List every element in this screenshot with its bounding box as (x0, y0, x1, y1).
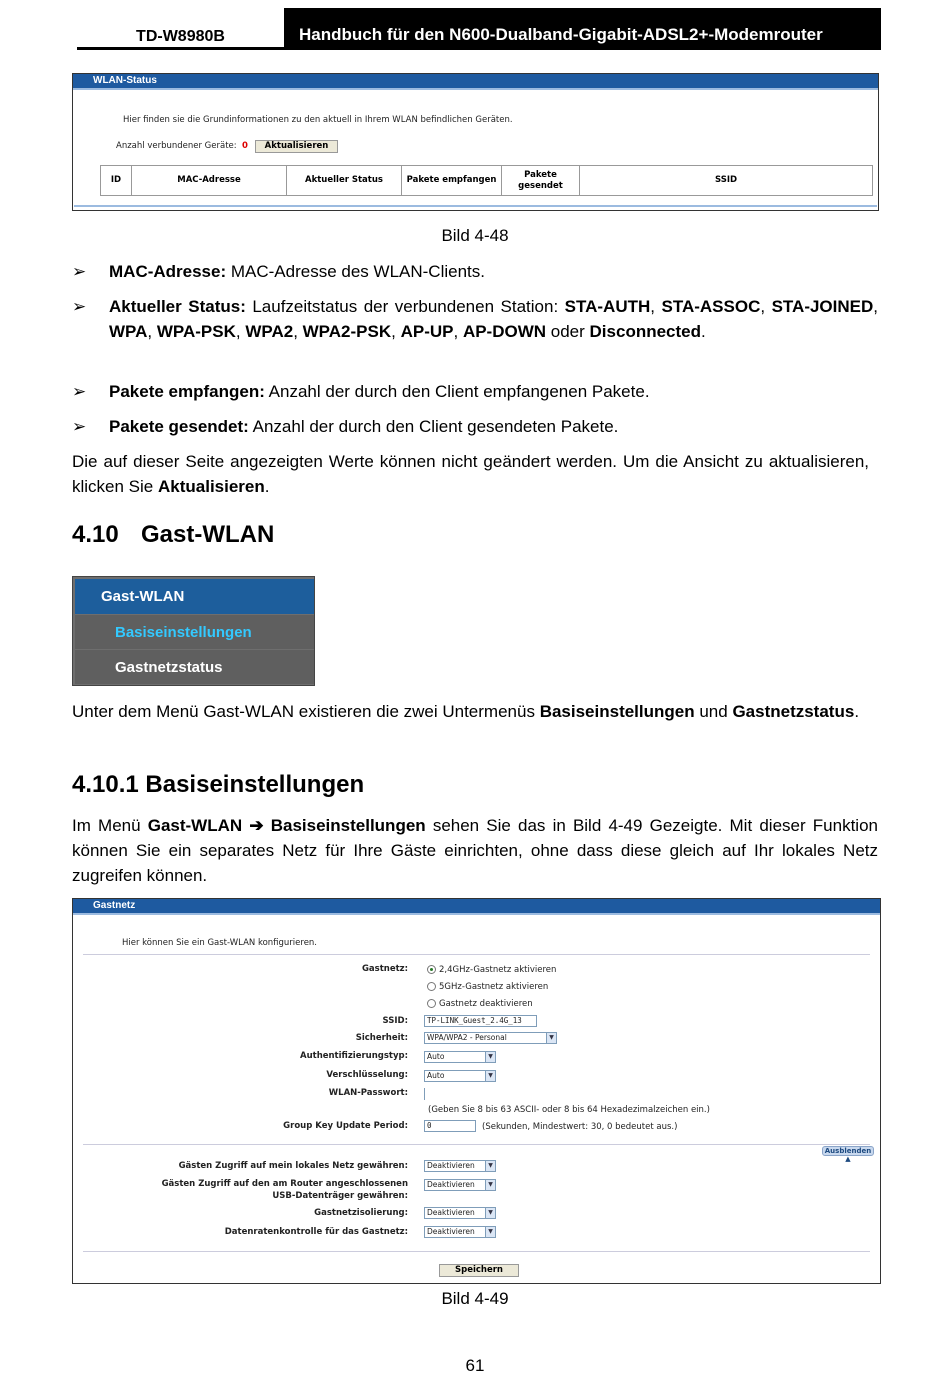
divider (83, 1251, 870, 1252)
ssid-input[interactable]: TP-LINK_Guest_2.4G_13 (424, 1015, 537, 1027)
radio-disable-label: Gastnetz deaktivieren (439, 999, 533, 1009)
save-button[interactable]: Speichern (439, 1264, 519, 1277)
auth-label: Authentifizierungstyp: (300, 1051, 408, 1061)
password-label: WLAN-Passwort: (328, 1088, 408, 1098)
hide-button[interactable]: Ausblenden ▲ (822, 1146, 874, 1156)
local-access-select[interactable]: Deaktivieren ▼ (424, 1160, 496, 1172)
usb-access-select[interactable]: Deaktivieren ▼ (424, 1179, 496, 1191)
section-heading: 4.10 Gast-WLAN (72, 521, 275, 548)
security-select[interactable]: WPA/WPA2 - Personal ▼ (424, 1032, 557, 1044)
chevron-down-icon: ▼ (485, 1052, 495, 1062)
encryption-select[interactable]: Auto ▼ (424, 1070, 496, 1082)
paragraph-menu: Unter dem Menü Gast-WLAN existieren die zwei Untermenüs Basiseinstellungen und Gastnetzstatus. (72, 702, 860, 721)
column-mac: MAC-Adresse (132, 166, 287, 195)
device-count-label: Anzahl verbundener Geräte: (116, 141, 237, 151)
bullet-received: ➢ Pakete empfangen: Anzahl der durch den Client empfangenen Pakete. (72, 379, 878, 404)
rate-control-label: Datenratenkontrolle für das Gastnetz: (224, 1227, 408, 1237)
password-input[interactable] (424, 1088, 427, 1100)
chevron-down-icon: ▼ (485, 1180, 495, 1190)
paragraph-basis: Im Menü Gast-WLAN ➔ Basiseinstellungen sehen Sie das in Bild 4-49 Gezeigte. Mit dieser Funktion können Sie ein separates Netz für Ihre Gäste einrichten, ohne dass diese gleich auf Ihr lokales Netz zugreifen können. (72, 816, 878, 885)
column-sent: Pakete gesendet (502, 166, 580, 195)
password-hint: (Geben Sie 8 bis 63 ASCII- oder 8 bis 64 Hexadezimalzeichen ein.) (428, 1105, 710, 1115)
rate-control-select[interactable]: Deaktivieren ▼ (424, 1226, 496, 1238)
bullet-status: ➢ Aktueller Status: Laufzeitstatus der verbundenen Station: STA-AUTH, STA-ASSOC, STA-JOINED, WPA, WPA-PSK, WPA2, WPA2-PSK, AP-UP, AP-DOWN oder Disconnected. (72, 294, 878, 344)
column-ssid: SSID (714, 175, 738, 185)
column-id: ID (101, 166, 132, 195)
chevron-down-icon: ▼ (485, 1161, 495, 1171)
subsection-heading: 4.10.1 Basiseinstellungen (72, 771, 365, 798)
arrow-right-icon: ➔ (249, 816, 264, 835)
group-key-label: Group Key Update Period: (283, 1121, 408, 1131)
manual-model: TD-W8980B (77, 26, 284, 50)
gastnetz-screenshot (72, 898, 881, 1284)
bullet-arrow-icon: ➢ (72, 297, 87, 316)
encryption-label: Verschlüsselung: (326, 1070, 408, 1080)
usb-access-label-2: USB-Datenträger gewähren: (272, 1191, 408, 1201)
chevron-down-icon: ▼ (485, 1208, 495, 1218)
divider (83, 954, 870, 955)
menu-gast-wlan[interactable]: Gast-WLAN (75, 579, 314, 614)
radio-5ghz[interactable] (427, 982, 436, 991)
security-label: Sicherheit: (355, 1033, 408, 1043)
manual-title: Handbuch für den N600-Dualband-Gigabit-ADSL2+-Modemrouter (284, 8, 881, 50)
auth-select[interactable]: Auto ▼ (424, 1051, 496, 1063)
radio-24ghz-label: 2,4GHz-Gastnetz aktivieren (439, 965, 557, 975)
gastnetz-intro: Hier können Sie ein Gast-WLAN konfigurieren. (122, 938, 318, 948)
menu-gastnetzstatus[interactable]: Gastnetzstatus (75, 650, 314, 684)
usb-access-label-1: Gästen Zugriff auf den am Router angeschlossenen (161, 1179, 408, 1189)
figure-caption: Bild 4-48 (441, 226, 509, 245)
local-access-label: Gästen Zugriff auf mein lokales Netz gewähren: (178, 1161, 408, 1171)
group-key-input[interactable]: 0 (424, 1120, 476, 1132)
chevron-down-icon: ▼ (485, 1071, 495, 1081)
paragraph-values: Die auf dieser Seite angezeigten Werte können nicht geändert werden. Um die Ansicht zu aktualisieren, klicken Sie Aktualisieren. (72, 452, 869, 496)
column-status: Aktueller Status (287, 166, 402, 195)
isolation-label: Gastnetzisolierung: (314, 1208, 408, 1218)
bullet-sent: ➢ Pakete gesendet: Anzahl der durch den Client gesendeten Pakete. (72, 414, 878, 439)
guest-wlan-menu-image (72, 576, 315, 686)
wlan-status-screenshot (72, 73, 879, 211)
bullet-mac: ➢ MAC-Adresse: MAC-Adresse des WLAN-Clients. (72, 259, 878, 284)
wlan-status-intro: Hier finden sie die Grundinformationen zu den aktuell in Ihrem WLAN befindlichen Geräten. (123, 115, 513, 125)
wlan-status-bottom-line (74, 205, 877, 207)
column-received: Pakete empfangen (402, 166, 502, 195)
chevron-down-icon: ▼ (485, 1227, 495, 1237)
gastnetz-label: Gastnetz: (361, 964, 408, 974)
radio-24ghz[interactable] (427, 965, 436, 974)
group-key-hint: (Sekunden, Mindestwert: 30, 0 bedeutet aus.) (482, 1122, 678, 1132)
figure-caption: Bild 4-49 (441, 1289, 509, 1308)
radio-5ghz-label: 5GHz-Gastnetz aktivieren (439, 982, 549, 992)
gastnetz-bar: Gastnetz (73, 899, 880, 915)
status-table-header (100, 165, 873, 196)
bullet-arrow-icon: ➢ (72, 417, 87, 436)
chevron-down-icon: ▼ (546, 1033, 556, 1043)
wlan-status-bar: WLAN-Status (73, 74, 878, 90)
bullet-arrow-icon: ➢ (72, 382, 87, 401)
bullet-arrow-icon: ➢ (72, 262, 87, 281)
ssid-label: SSID: (382, 1016, 408, 1026)
menu-basiseinstellungen[interactable]: Basiseinstellungen (75, 615, 314, 649)
radio-disable[interactable] (427, 999, 436, 1008)
isolation-select[interactable]: Deaktivieren ▼ (424, 1207, 496, 1219)
page-number: 61 (465, 1356, 485, 1375)
device-count-value: 0 (242, 141, 248, 151)
refresh-button[interactable]: Aktualisieren (255, 140, 338, 153)
divider (83, 1144, 870, 1145)
